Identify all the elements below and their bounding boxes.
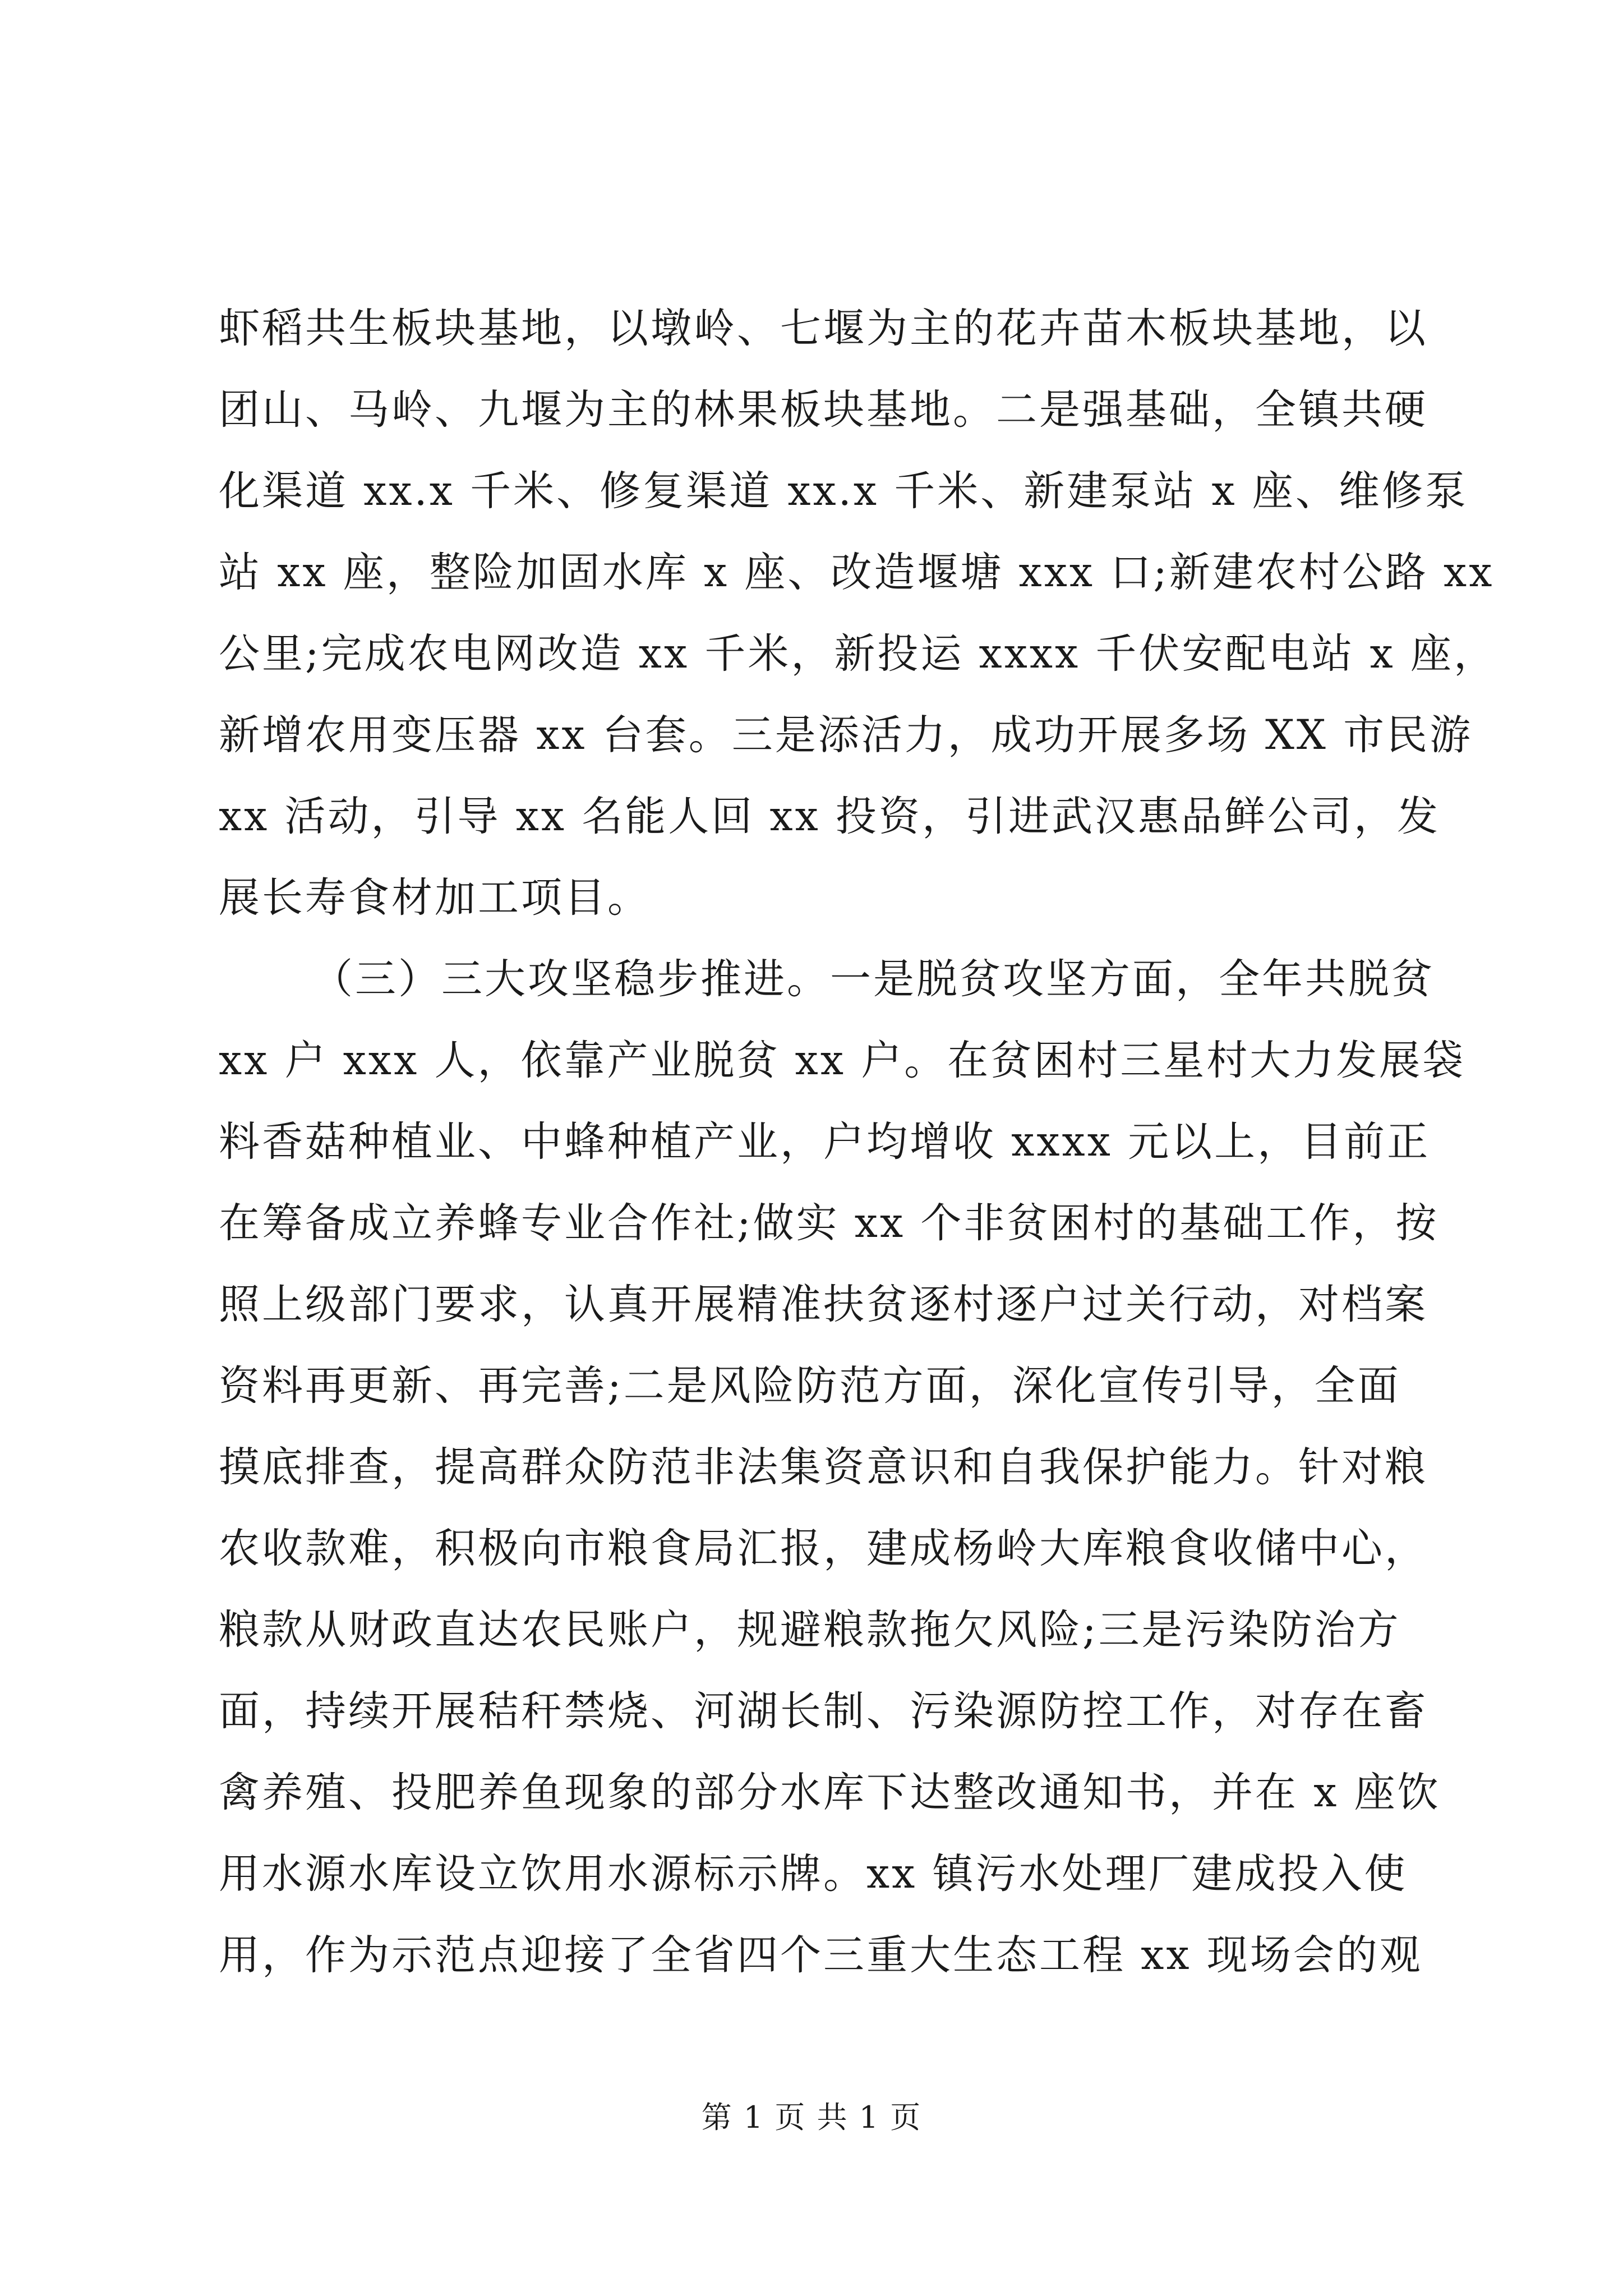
text-line: 新增农用变压器 xx 台套。三是添活力，成功开展多场 XX 市民游 — [219, 711, 1473, 759]
text-line: 公里;完成农电网改造 xx 千米，新投运 xxxx 千伏安配电站 x 座， — [219, 630, 1497, 678]
text-line: 在筹备成立养蜂专业合作社;做实 xx 个非贫困村的基础工作，按 — [219, 1199, 1439, 1247]
text-line: 粮款从财政直达农民账户，规避粮款拖欠风险;三是污染防治方 — [219, 1606, 1401, 1654]
text-line: 农收款难，积极向市粮食局汇报，建成杨岭大库粮食收储中心， — [219, 1525, 1428, 1572]
section-heading-line: （三）三大攻坚稳步推进。一是脱贫攻坚方面，全年共脱贫 — [312, 955, 1435, 1003]
text-line: 摸底排查，提高群众防范非法集资意识和自我保护能力。针对粮 — [219, 1443, 1428, 1491]
text-line: xx 活动，引导 xx 名能人回 xx 投资，引进武汉惠品鲜公司，发 — [219, 793, 1441, 840]
text-line: 面，持续开展秸秆禁烧、河湖长制、污染源防控工作，对存在畜 — [219, 1687, 1428, 1735]
text-line: 禽养殖、投肥养鱼现象的部分水库下达整改通知书，并在 x 座饮 — [219, 1769, 1441, 1816]
text-line: 资料再更新、再完善;二是风险防范方面，深化宣传引导，全面 — [219, 1362, 1401, 1410]
text-line: 展长寿食材加工项目。 — [219, 874, 651, 922]
text-line: 料香菇种植业、中蜂种植产业，户均增收 xxxx 元以上，目前正 — [219, 1118, 1431, 1166]
text-line: 虾稻共生板块基地，以墩岭、七堰为主的花卉苗木板块基地，以 — [219, 305, 1428, 352]
text-line: 化渠道 xx.x 千米、修复渠道 xx.x 千米、新建泵站 x 座、维修泵 — [219, 467, 1468, 515]
text-line: 站 xx 座，整险加固水库 x 座、改造堰塘 xxx 口;新建农村公路 xx — [219, 549, 1495, 596]
page-footer: 第 1 页 共 1 页 — [701, 2100, 922, 2135]
text-line: 用，作为示范点迎接了全省四个三重大生态工程 xx 现场会的观 — [219, 1931, 1423, 1979]
text-line: 用水源水库设立饮用水源标示牌。xx 镇污水处理厂建成投入使 — [219, 1850, 1408, 1898]
text-line: xx 户 xxx 人，依靠产业脱贫 xx 户。在贫困村三星村大力发展袋 — [219, 1037, 1466, 1084]
text-line: 团山、马岭、九堰为主的林果板块基地。二是强基础，全镇共硬 — [219, 386, 1428, 434]
text-line: 照上级部门要求，认真开展精准扶贫逐村逐户过关行动，对档案 — [219, 1281, 1428, 1328]
